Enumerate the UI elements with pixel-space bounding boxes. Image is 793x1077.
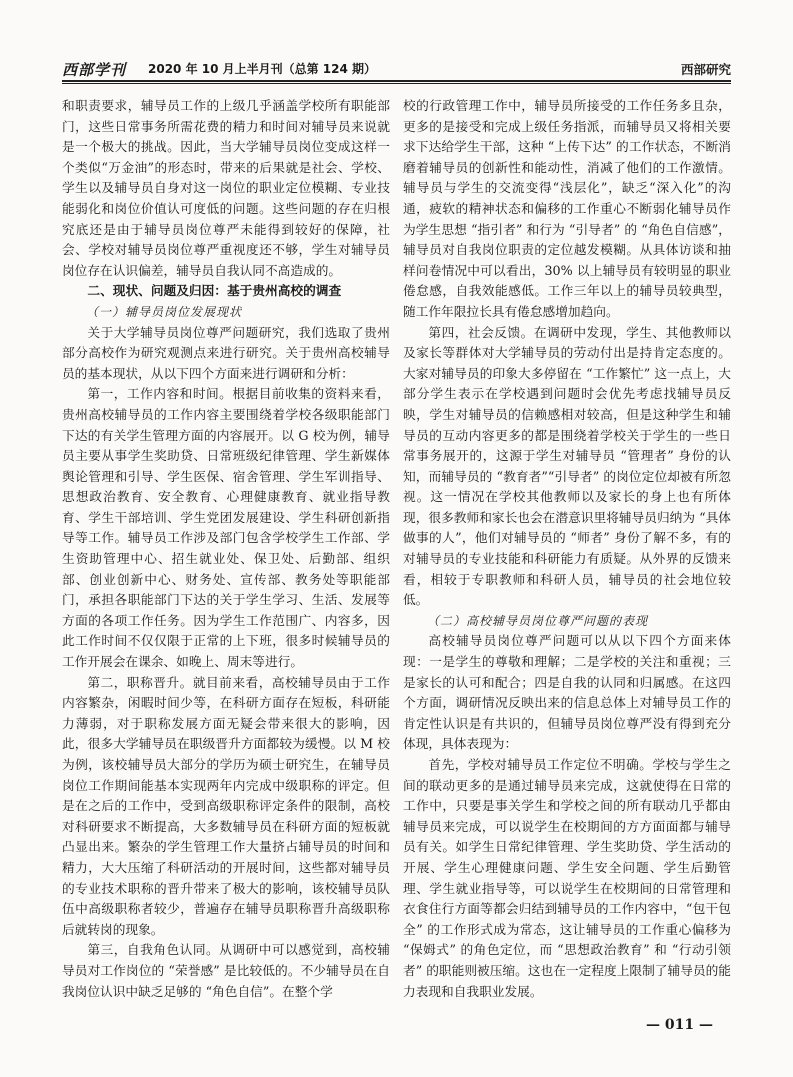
header-rule-thin (62, 83, 731, 84)
section-heading: 二、现状、问题及归因：基于贵州高校的调查 (87, 283, 342, 299)
issue-info: 2020 年 10 月上半月刊（总第 124 期） (148, 62, 377, 76)
left-column (62, 96, 390, 1002)
paragraph: 第一，工作内容和时间。根据目前收集的资料来看，贵州高校辅导员的工作内容主要围绕着学校各级职能部门下达的有关学生管理方面的内容展开。以 G 校为例，辅导员主要从事学生奖助贷、日常班级纪律管理、学生新媒体舆论管理和引导、学生医保、宿舍管理、学生军训指导、思想政治教育、安全教育、心理健康教育、就业指导教育、学生干部培训、学生党团发展建设、学生科研创新指导等工作。辅导员工作涉及部门包含学校学生工作部、学生资助管理中心、招生就业处、保卫处、后勤部、组织部、创业创新中心、财务处、宣传部、教务处等职能部门，承担各职能部门下达的关于学生学习、生活、发展等方面的各项工作任务。因为学生工作范围广、内容多，因此工作时间不仅仅限于正常的上下班，很多时候辅导员的工作开展会在课余、如晚上、周末等进行。 (62, 386, 390, 670)
paragraph: 校的行政管理工作中，辅导员所接受的工作任务多且杂，更多的是接受和完成上级任务指派，而辅导员又将相关要求下达给学生干部，这种 “上传下达” 的工作状态，不断消磨着辅导员的创新性和能动性，消减了他们的工作激情。辅导员与学生的交流变得“浅层化”，缺乏“深入化”的沟通，疲软的精神状态和偏移的工作重心不断弱化辅导员作为学生思想 “指引者” 和行为 “引导者” 的 “角色自信感”，辅导员对自我岗位职责的定位越发模糊。从具体访谈和抽样问卷情况中可以看出，30% 以上辅导员有较明显的职业倦怠感，自我效能感低。工作三年以上的辅导员较典型，随工作年限拉长具有倦怠感增加趋向。 (403, 98, 731, 319)
paragraph: 关于大学辅导员岗位尊严问题研究，我们选取了贵州部分高校作为研究观测点来进行研究。关于贵州高校辅导员的基本现状，从以下四个方面来进行调研和分析： (62, 324, 390, 381)
subsection-heading: （一）辅导员岗位发展现状 (86, 304, 243, 319)
page-header (62, 58, 731, 84)
paragraph: 第三，自我角色认同。从调研中可以感觉到，高校辅导员对工作岗位的 “荣誉感” 是比较低的。不少辅导员在自我岗位认识中缺乏足够的 “角色自信”。在整个学 (62, 942, 390, 999)
paragraph: 首先，学校对辅导员工作定位不明确。学校与学生之间的联动更多的是通过辅导员来完成，这就使得在日常的工作中，只要是事关学生和学校之间的所有联动几乎都由辅导员来完成，可以说学生在校期间的方方面面都与辅导员有关。如学生日常纪律管理、学生奖助贷、学生活动的开展、学生心理健康问题、学生安全问题、学生后勤管理、学生就业指导等，可以说学生在校期间的日常管理和衣食住行方面等都会归结到辅导员的工作内容中，“包干包全” 的工作形式成为常态，这让辅导员的工作重心偏移为 “保姆式” 的角色定位，而 “思想政治教育” 和 “行动引领者” 的职能则被压缩。这也在一定程度上限制了辅导员的能力表现和自我职业发展。 (403, 757, 731, 999)
header-rule (62, 80, 731, 82)
paragraph: 和职责要求，辅导员工作的上级几乎涵盖学校所有职能部门，这些日常事务所需花费的精力和时间对辅导员来说就是一个极大的挑战。因此，当大学辅导员岗位变成这样一个类似“万金油”的形态时，带来的后果就是社会、学校、学生以及辅导员自身对这一岗位的职业定位模糊、专业技能弱化和岗位价值认可度低的问题。这些问题的存在归根究底还是由于辅导员岗位尊严未能得到较好的保障，社会、学校对辅导员岗位尊严重视度还不够，学生对辅导员岗位存在认识偏差，辅导员自我认同不高造成的。 (62, 98, 390, 278)
page-number: — 011 — (646, 1017, 713, 1033)
right-column (403, 96, 731, 1002)
paragraph: 第二，职称晋升。就目前来看，高校辅导员由于工作内容繁杂，闲暇时间少等，在科研方面存在短板，科研能力薄弱，对于职称发展方面无疑会带来很大的影响，因此，很多大学辅导员在职级晋升方面都较为缓慢。以 M 校为例，该校辅导员大部分的学历为硕士研究生，在辅导员岗位工作期间能基本实现两年内完成中级职称的评定。但是在之后的工作中，受到高级职称评定条件的限制，高校对科研要求不断提高，大多数辅导员在科研方面的短板就凸显出来。繁杂的学生管理工作大量挤占辅导员的时间和精力，大大压缩了科研活动的开展时间，这些都对辅导员的专业技术职称的晋升带来了极大的影响，该校辅导员队伍中高级职称者较少，普遍存在辅导员职称晋升高级职称后就转岗的现象。 (62, 674, 390, 937)
subsection-heading: （二）高校辅导员岗位尊严问题的表现 (427, 613, 649, 628)
journal-logo: 西部学刊 (62, 61, 127, 79)
section-title: 西部研究 (680, 62, 731, 77)
paragraph: 第四，社会反馈。在调研中发现，学生、其他教师以及家长等群体对大学辅导员的劳动付出是持肯定态度的。大家对辅导员的印象大多停留在 “工作繁忙” 这一点上，大部分学生表示在学校遇到问题时会优先考虑找辅导员反映，学生对辅导员的信赖感相对较高，但是这种学生和辅导员的互动内容更多的都是围绕着学校关于学生的一些日常事务展开的，这源于学生对辅导员 “管理者” 身份的认知，而辅导员的 “教育者”“引导者” 的岗位定位却被有所忽视。这一情况在学校其他教师以及家长的身上也有所体现，很多教师和家长也会在潜意识里将辅导员归纳为 “具体做事的人”，他们对辅导员的 “师者” 身份了解不多，有的对辅导员的专业技能和科研能力有质疑。从外界的反馈来看，相较于专职教师和科研人员，辅导员的社会地位较低。 (403, 324, 731, 608)
paragraph: 高校辅导员岗位尊严问题可以从以下四个方面来体现：一是学生的尊敬和理解；二是学校的关注和重视；三是家长的认可和配合；四是自我的认同和归属感。在这四个方面，调研情况反映出来的信息总体上对辅导员工作的肯定性认识是有共识的，但辅导员岗位尊严没有得到充分体现，具体表现为： (403, 633, 731, 752)
